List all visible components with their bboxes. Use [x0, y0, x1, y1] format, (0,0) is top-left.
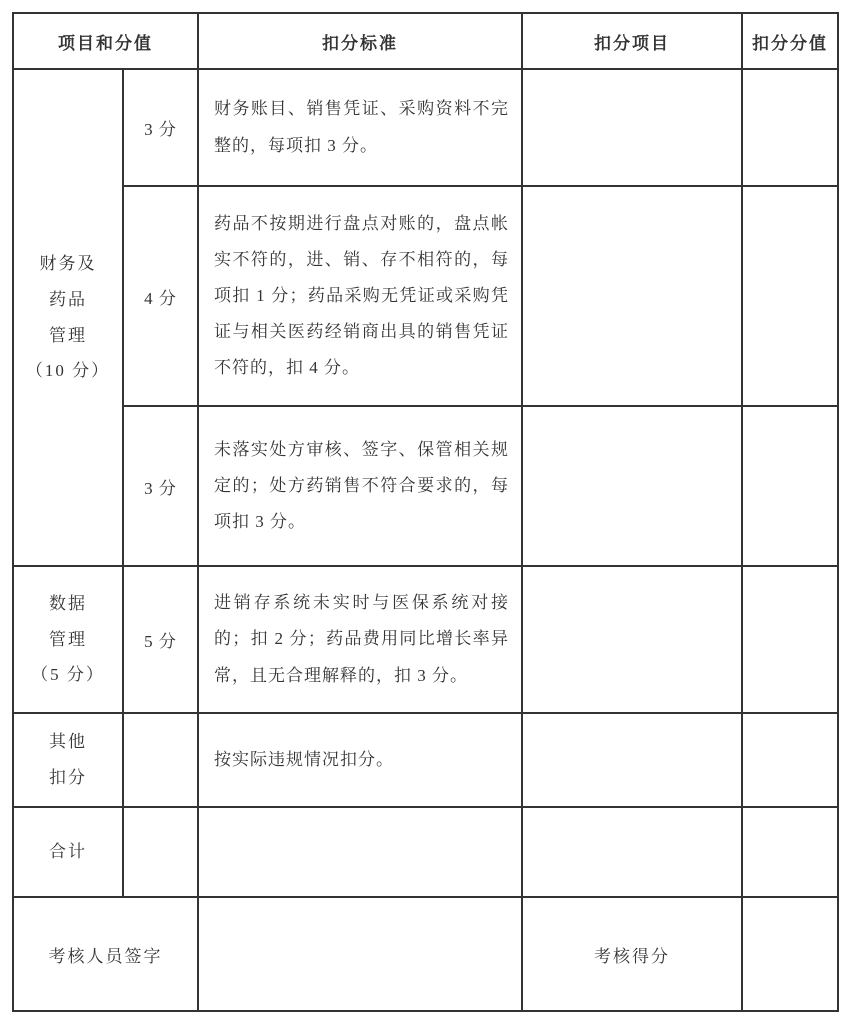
- table-row: [13, 69, 838, 186]
- signature-blank: [198, 897, 522, 1011]
- signature-row: [13, 897, 838, 1011]
- deduction-score-blank: [742, 713, 838, 807]
- header-deduction-score: 扣分分值: [742, 13, 838, 69]
- assessor-signature-label: 考核人员签字: [13, 897, 198, 1011]
- standard-cell-finance-3: 未落实处方审核、签字、保管相关规定的；处方药销售不符合要求的，每项扣 3 分。: [198, 406, 522, 566]
- standard-cell-finance-1: 财务账目、销售凭证、采购资料不完整的，每项扣 3 分。: [198, 69, 522, 186]
- deduction-score-blank: [742, 566, 838, 713]
- assessment-score-label: 考核得分: [522, 897, 742, 1011]
- table-row: [13, 186, 838, 406]
- header-deduction-standard: 扣分标准: [198, 13, 522, 69]
- table-row: [13, 807, 838, 897]
- standard-cell-other: 按实际违规情况扣分。: [198, 713, 522, 807]
- deduction-item-blank: [522, 807, 742, 897]
- score-cell-finance-2: 4 分: [123, 186, 198, 406]
- standard-cell-total-blank: [198, 807, 522, 897]
- standard-cell-data: 进销存系统未实时与医保系统对接的；扣 2 分；药品费用同比增长率异常，且无合理解释的，扣 3 分。: [198, 566, 522, 713]
- score-cell-data: 5 分: [123, 566, 198, 713]
- header-deduction-item: 扣分项目: [522, 13, 742, 69]
- score-cell-total-blank: [123, 807, 198, 897]
- score-cell-other-blank: [123, 713, 198, 807]
- score-cell-finance-1: 3 分: [123, 69, 198, 186]
- deduction-item-blank: [522, 406, 742, 566]
- deduction-assessment-table: [12, 12, 839, 1012]
- deduction-score-blank: [742, 186, 838, 406]
- deduction-item-blank: [522, 186, 742, 406]
- deduction-score-blank: [742, 406, 838, 566]
- score-cell-finance-3: 3 分: [123, 406, 198, 566]
- category-data-management: 数据 管理 （5 分）: [13, 566, 123, 713]
- deduction-item-blank: [522, 713, 742, 807]
- category-other-deductions: 其他 扣分: [13, 713, 123, 807]
- header-item-and-score: 项目和分值: [13, 13, 198, 69]
- table-row: [13, 566, 838, 713]
- table-header-row: [13, 13, 838, 69]
- standard-cell-finance-2: 药品不按期进行盘点对账的，盘点帐实不符的，进、销、存不相符的，每项扣 1 分；药品采购无凭证或采购凭证与相关医药经销商出具的销售凭证不符的，扣 4 分。: [198, 186, 522, 406]
- category-total: 合计: [13, 807, 123, 897]
- deduction-score-blank: [742, 807, 838, 897]
- assessment-score-blank: [742, 897, 838, 1011]
- deduction-item-blank: [522, 566, 742, 713]
- deduction-item-blank: [522, 69, 742, 186]
- table-row: [13, 713, 838, 807]
- deduction-score-blank: [742, 69, 838, 186]
- table-row: [13, 406, 838, 566]
- category-finance-drug-management: 财务及 药品 管理 （10 分）: [13, 69, 123, 566]
